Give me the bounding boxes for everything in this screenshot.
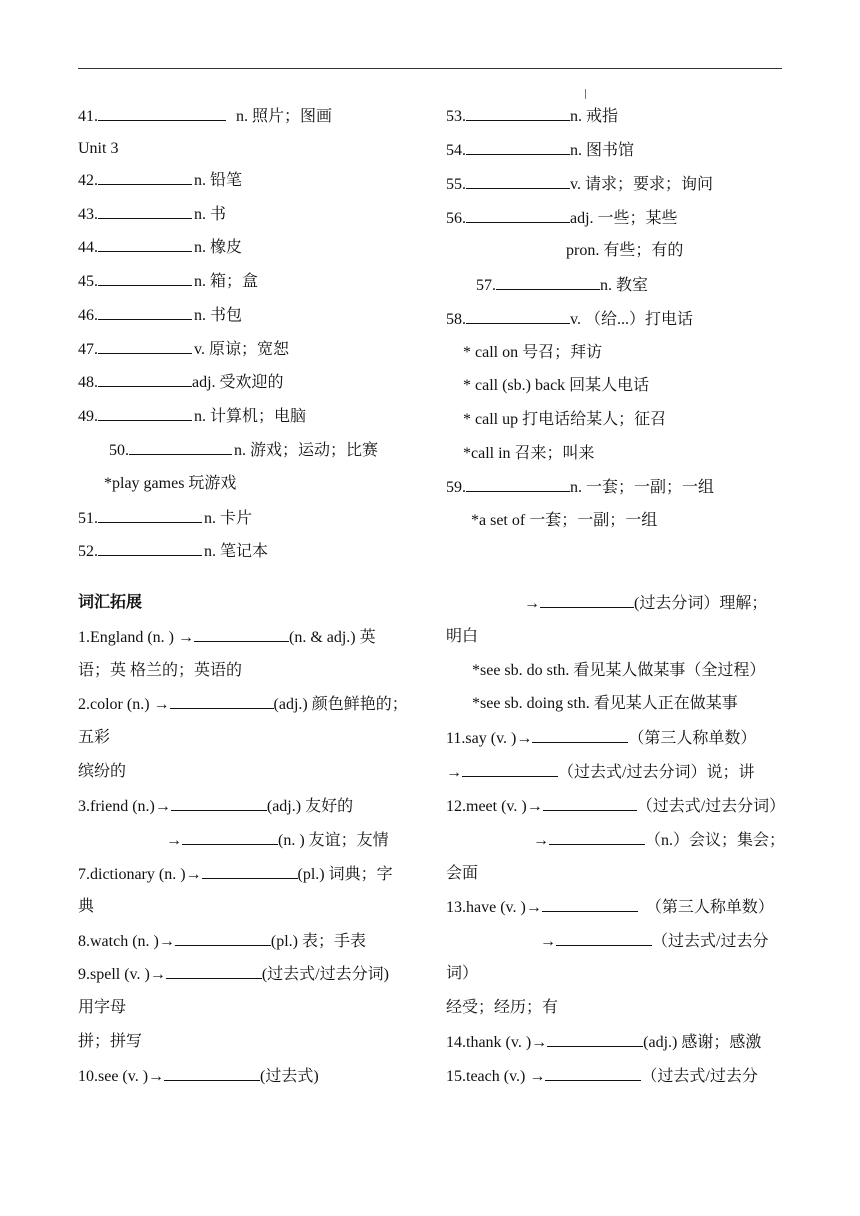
phrase-call-in: *call in 召来；叫来	[463, 445, 595, 462]
answer-blank[interactable]	[540, 593, 634, 608]
answer-blank[interactable]	[98, 237, 192, 252]
item-45: 45. n. 箱；盒	[78, 273, 259, 290]
expansion-text: 会面	[446, 865, 479, 882]
answer-blank[interactable]	[171, 796, 267, 811]
item-49: 49. n. 计算机；电脑	[78, 408, 307, 425]
expansion-text: 典	[78, 898, 95, 915]
expansion-item-8: 8.watch (n. )→ (pl.) 表；手表	[78, 933, 366, 950]
play-games-phrase: *play games 玩游戏	[104, 475, 237, 492]
expansion-item-9: 9.spell (v. )→ (过去式/过去分词)	[78, 966, 389, 983]
expansion-item-14: 14.thank (v. )→ (adj.) 感谢；感激	[446, 1034, 762, 1051]
expansion-text: 语；英 格兰的；英语的	[78, 662, 243, 679]
phrase-call-on: * call on 号召；拜访	[463, 344, 603, 361]
answer-blank[interactable]	[182, 830, 278, 845]
phrase-call-back: * call (sb.) back 回某人电话	[463, 377, 650, 394]
answer-blank[interactable]	[496, 275, 600, 290]
answer-blank[interactable]	[98, 339, 192, 354]
section-title: 词汇拓展	[78, 594, 143, 611]
answer-blank[interactable]	[543, 796, 637, 811]
answer-blank[interactable]	[466, 106, 570, 121]
item-55: 55. v. 请求；要求；询问	[446, 176, 713, 193]
answer-blank[interactable]	[98, 170, 192, 185]
expansion-item-10: 10.see (v. )→ (过去式)	[78, 1068, 319, 1085]
expansion-item-11b: → （过去式/过去分词）说；讲	[446, 764, 755, 781]
answer-blank[interactable]	[466, 477, 570, 492]
answer-blank[interactable]	[98, 271, 192, 286]
item-47: 47. v. 原谅；宽恕	[78, 341, 289, 358]
answer-blank[interactable]	[98, 305, 192, 320]
answer-blank[interactable]	[170, 694, 274, 709]
expansion-item-12: 12.meet (v. )→ （过去式/过去分词）	[446, 798, 786, 815]
answer-blank[interactable]	[98, 406, 192, 421]
expansion-text: 拼；拼写	[78, 1033, 143, 1050]
answer-blank[interactable]	[556, 931, 652, 946]
expansion-text: 用字母	[78, 999, 127, 1016]
expansion-item-1: 1.England (n. ) → (n. & adj.) 英	[78, 629, 376, 646]
answer-blank[interactable]	[466, 174, 570, 189]
item-52: 52. n. 笔记本	[78, 543, 269, 560]
answer-blank[interactable]	[129, 440, 232, 455]
item-54: 54. n. 图书馆	[446, 142, 635, 159]
item-42: 42. n. 铅笔	[78, 172, 243, 189]
expansion-item-11: 11.say (v. )→ （第三人称单数）	[446, 730, 757, 747]
expansion-item-12b: → （n.）会议；集会；	[533, 832, 786, 849]
phrase-see-doing: *see sb. doing sth. 看见某人正在做某事	[472, 695, 738, 712]
answer-blank[interactable]	[549, 830, 645, 845]
expansion-text: 明白	[446, 628, 479, 645]
expansion-text: 缤纷的	[78, 763, 127, 780]
expansion-text: 词）	[446, 965, 479, 982]
answer-blank[interactable]	[532, 728, 628, 743]
item-59: 59. n. 一套；一副；一组	[446, 479, 715, 496]
expansion-text: 五彩	[78, 729, 111, 746]
header-rule	[78, 68, 782, 69]
item-57: 57. n. 教室	[476, 277, 649, 294]
answer-blank[interactable]	[98, 372, 192, 387]
answer-blank[interactable]	[98, 204, 192, 219]
item-56: 56. adj. 一些；某些	[446, 210, 678, 227]
expansion-text: 经受；经历；有	[446, 999, 559, 1016]
expansion-item-3: 3.friend (n.)→ (adj.) 友好的	[78, 798, 354, 815]
unit-heading: Unit 3	[78, 140, 119, 157]
item-46: 46. n. 书包	[78, 307, 243, 324]
answer-blank[interactable]	[98, 106, 226, 121]
answer-blank[interactable]	[547, 1032, 643, 1047]
item-41: 41. n. 照片；图画	[78, 108, 333, 125]
item-43: 43. n. 书	[78, 206, 227, 223]
phrase-a-set-of: *a set of 一套；一副；一组	[471, 512, 658, 529]
expansion-item-13: 13.have (v. )→ （第三人称单数）	[446, 899, 774, 916]
answer-blank[interactable]	[166, 964, 262, 979]
answer-blank[interactable]	[194, 627, 289, 642]
answer-blank[interactable]	[466, 208, 570, 223]
answer-blank[interactable]	[462, 762, 558, 777]
expansion-item-7: 7.dictionary (n. )→ (pl.) 词典；字	[78, 866, 393, 883]
item-50: 50. n. 游戏；运动；比赛	[109, 442, 379, 459]
answer-blank[interactable]	[545, 1066, 641, 1081]
answer-blank[interactable]	[98, 541, 202, 556]
item-58: 58. v. （给...）打电话	[446, 311, 693, 328]
item-44: 44. n. 橡皮	[78, 239, 243, 256]
expansion-item-2: 2.color (n.) → (adj.) 颜色鲜艳的；	[78, 696, 408, 713]
expansion-item-10b: → (过去分词）理解；	[524, 595, 768, 612]
expansion-item-3b: → (n. ) 友谊；友情	[166, 832, 389, 849]
answer-blank[interactable]	[98, 508, 202, 523]
phrase-see-do: *see sb. do sth. 看见某人做某事（全过程）	[472, 662, 766, 679]
expansion-item-13b: → （过去式/过去分	[540, 933, 769, 950]
phrase-call-up: * call up 打电话给某人；征召	[463, 411, 667, 428]
answer-blank[interactable]	[466, 309, 570, 324]
answer-blank[interactable]	[466, 140, 570, 155]
pron-definition: pron. 有些；有的	[566, 242, 684, 259]
answer-blank[interactable]	[202, 864, 298, 879]
answer-blank[interactable]	[164, 1066, 260, 1081]
item-48: 48. adj. 受欢迎的	[78, 374, 284, 391]
column-marker	[585, 89, 586, 99]
answer-blank[interactable]	[542, 897, 638, 912]
answer-blank[interactable]	[175, 931, 271, 946]
expansion-item-15: 15.teach (v.) → （过去式/过去分	[446, 1068, 758, 1085]
item-53: 53. n. 戒指	[446, 108, 619, 125]
item-51: 51. n. 卡片	[78, 510, 253, 527]
